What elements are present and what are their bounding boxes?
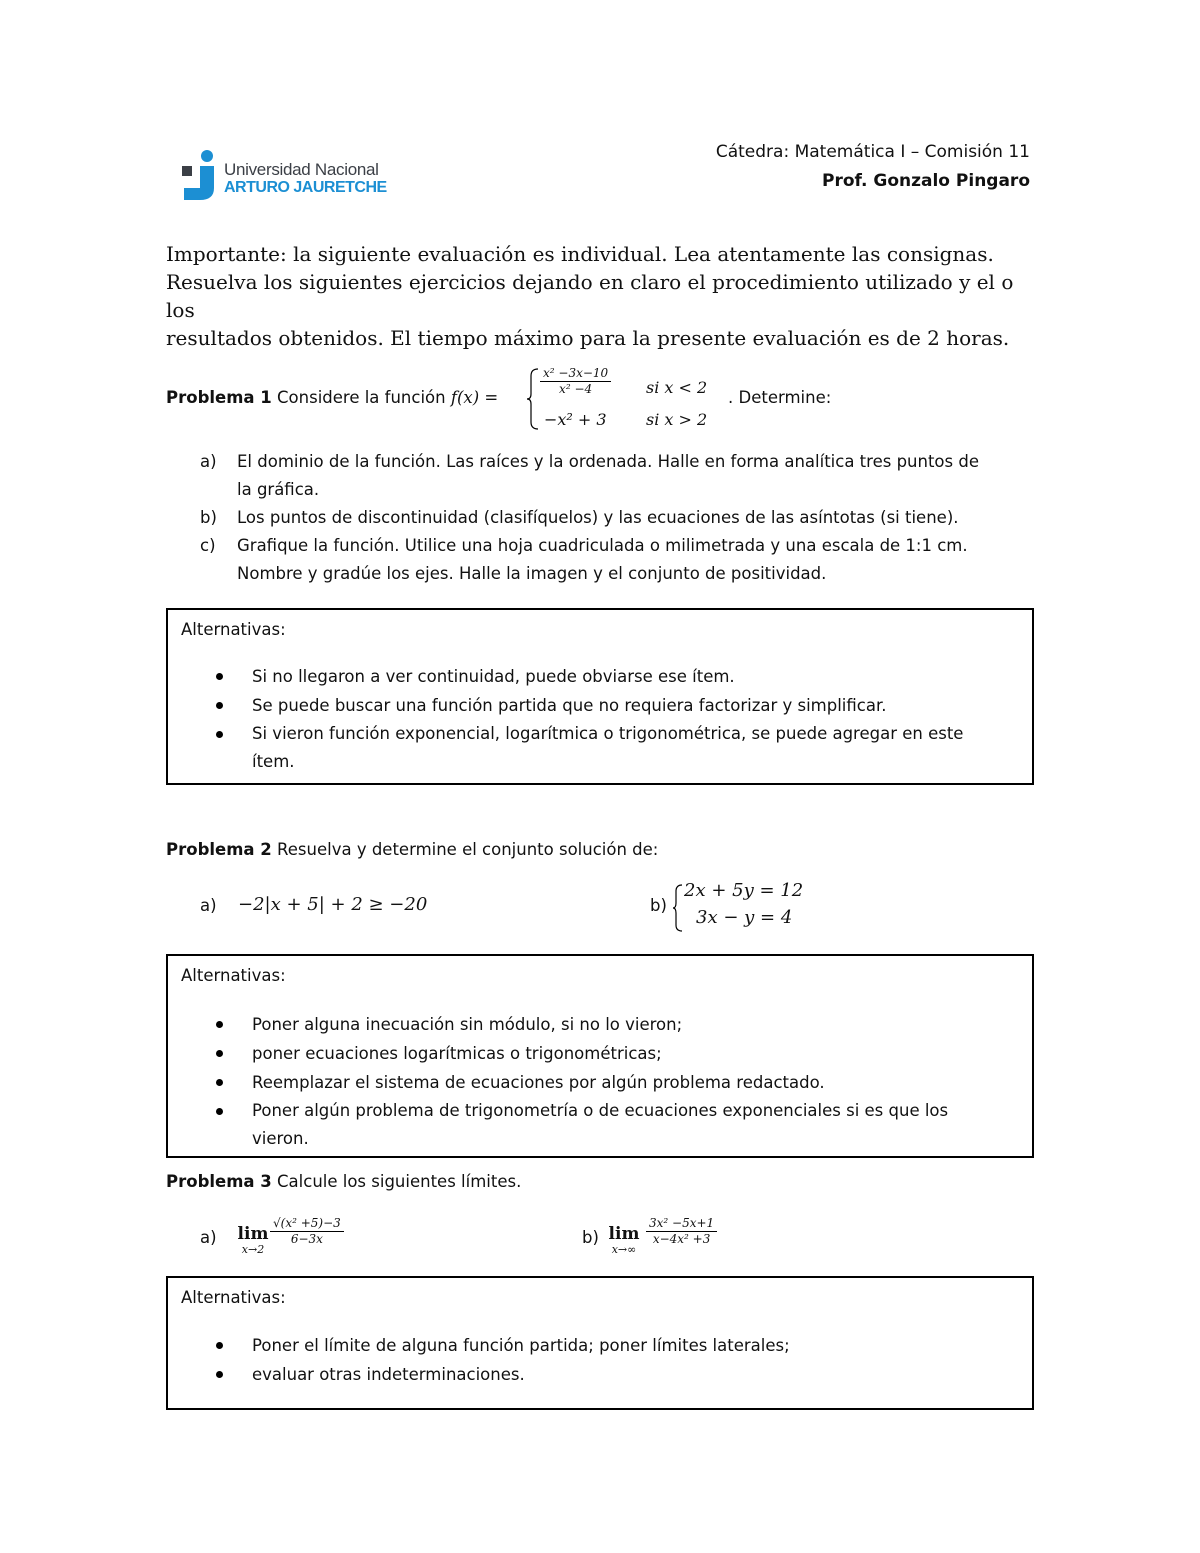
system-equation-2: 3x − y = 4 xyxy=(696,907,793,928)
alternative-text: Poner alguna inecuación sin módulo, si no lo vieron; xyxy=(252,1015,683,1034)
p3-item-b-label: b) xyxy=(582,1228,599,1247)
logo-line1: Universidad Nacional xyxy=(224,160,379,179)
limit-a xyxy=(236,1224,270,1256)
function-label: f(x) = xyxy=(450,388,499,407)
bullet-icon xyxy=(216,673,223,680)
piece1-condition: si x < 2 xyxy=(646,378,708,397)
bullet-icon xyxy=(216,1108,223,1115)
alternative-text: poner ecuaciones logarítmicas o trigonométricas; xyxy=(252,1044,662,1063)
limit-b-fraction xyxy=(646,1216,717,1247)
problem-3-statement xyxy=(166,1172,521,1191)
alternatives-title: Alternativas: xyxy=(181,966,286,985)
list-item xyxy=(168,662,1008,691)
limit-subscript: x→∞ xyxy=(611,1243,637,1256)
p2-inequality: −2|x + 5| + 2 ≥ −20 xyxy=(238,894,428,915)
problem-lead: Considere la función xyxy=(277,388,446,407)
item-text: Los puntos de discontinuidad (clasifíquelos) y las ecuaciones de las asíntotas (si tiene). xyxy=(237,508,959,527)
alternatives-box-2 xyxy=(166,954,1034,1158)
item-label: a) xyxy=(200,452,217,471)
alternative-text: Si vieron función exponencial, logarítmica o trigonométrica, se puede agregar en este ítem. xyxy=(252,724,964,771)
bullet-icon xyxy=(216,1342,223,1349)
alternative-text: evaluar otras indeterminaciones. xyxy=(252,1365,525,1384)
alternative-text: Poner el límite de alguna función partida; poner límites laterales; xyxy=(252,1336,790,1355)
logo-line2: ARTURO JAURETCHE xyxy=(224,179,387,196)
list-item xyxy=(168,1360,1008,1389)
problem-lead: Resuelva y determine el conjunto solución de: xyxy=(277,840,659,859)
limit-b-numerator: 3x² −5x+1 xyxy=(646,1216,717,1232)
alternative-text: Se puede buscar una función partida que no requiera factorizar y simplificar. xyxy=(252,696,887,715)
problem-title: Problema 3 xyxy=(166,1172,272,1191)
university-logo-icon xyxy=(180,148,220,202)
problem-2-statement xyxy=(166,840,658,859)
piece2-condition: si x > 2 xyxy=(646,410,708,429)
list-item xyxy=(168,1039,1008,1068)
limit-a-numerator: √(x² +5)−3 xyxy=(270,1216,344,1232)
item-text: Grafique la función. Utilice una hoja cuadriculada o milimetrada y una escala de 1:1 cm. xyxy=(237,536,968,555)
list-item xyxy=(168,720,1008,776)
p2-item-a-label: a) xyxy=(200,896,217,915)
alternative-text: Reemplazar el sistema de ecuaciones por algún problema redactado. xyxy=(252,1073,825,1092)
course-header xyxy=(716,138,1030,196)
system-equation-1: 2x + 5y = 12 xyxy=(684,880,804,901)
item-text: Nombre y gradúe los ejes. Halle la imagen y el conjunto de positividad. xyxy=(237,564,827,583)
limit-operator: lim xyxy=(608,1224,640,1244)
intro-paragraph xyxy=(166,240,1046,352)
list-item xyxy=(168,1010,1008,1039)
bullet-icon xyxy=(216,1371,223,1378)
bullet-icon xyxy=(216,702,223,709)
list-item xyxy=(168,1068,1008,1097)
alternative-text: Poner algún problema de trigonometría o de ecuaciones exponenciales si es que los vieron. xyxy=(252,1101,949,1148)
piece2-expression: −x² + 3 xyxy=(544,410,607,429)
limit-subscript: x→2 xyxy=(241,1243,265,1256)
p2-item-b-label: b) xyxy=(650,896,667,915)
problem-title: Problema 1 xyxy=(166,388,272,407)
piece1-denominator: x² −4 xyxy=(559,382,593,396)
left-brace-icon xyxy=(672,884,684,932)
problem-tail: . Determine: xyxy=(728,388,832,407)
left-brace-icon xyxy=(526,368,540,430)
list-item xyxy=(200,448,1040,504)
limit-b xyxy=(604,1224,644,1256)
problem-1-items xyxy=(200,448,1040,588)
item-label: b) xyxy=(200,508,217,527)
university-logo xyxy=(180,148,390,202)
list-item xyxy=(200,504,1040,532)
problem-1-statement xyxy=(166,366,1046,436)
alternative-text: Si no llegaron a ver continuidad, puede obviarse ese ítem. xyxy=(252,667,735,686)
problem-title: Problema 2 xyxy=(166,840,272,859)
limit-b-denominator: x−4x² +3 xyxy=(652,1232,711,1246)
professor-line: Prof. Gonzalo Pingaro xyxy=(822,171,1030,191)
piece1-fraction xyxy=(540,366,611,397)
alternatives-title: Alternativas: xyxy=(181,1288,286,1307)
p3-item-a-label: a) xyxy=(200,1228,217,1247)
item-text: El dominio de la función. Las raíces y la ordenada. Halle en forma analítica tres puntos de xyxy=(237,452,979,471)
chair-line: Cátedra: Matemática I – Comisión 11 xyxy=(715,142,1030,162)
list-item xyxy=(200,532,1040,588)
alternatives-box-3 xyxy=(166,1276,1034,1410)
limit-operator: lim xyxy=(237,1224,269,1244)
list-item xyxy=(168,691,1008,720)
bullet-icon xyxy=(216,1050,223,1057)
intro-line: Importante: la siguiente evaluación es individual. Lea atentamente las consignas. xyxy=(166,242,994,266)
intro-line: resultados obtenidos. El tiempo máximo para la presente evaluación es de 2 horas. xyxy=(166,326,1010,350)
alternatives-title: Alternativas: xyxy=(181,620,286,639)
item-text: la gráfica. xyxy=(237,480,320,499)
bullet-icon xyxy=(216,1021,223,1028)
item-label: c) xyxy=(200,536,216,555)
alternatives-box-1 xyxy=(166,608,1034,785)
problem-lead: Calcule los siguientes límites. xyxy=(277,1172,522,1191)
limit-a-fraction xyxy=(270,1216,344,1247)
intro-line: Resuelva los siguientes ejercicios dejando en claro el procedimiento utilizado y el o los xyxy=(166,270,1014,322)
list-item xyxy=(168,1097,1008,1153)
piece1-numerator: x² −3x−10 xyxy=(540,366,611,382)
bullet-icon xyxy=(216,731,223,738)
limit-a-denominator: 6−3x xyxy=(290,1232,323,1246)
bullet-icon xyxy=(216,1079,223,1086)
list-item xyxy=(168,1331,1008,1360)
